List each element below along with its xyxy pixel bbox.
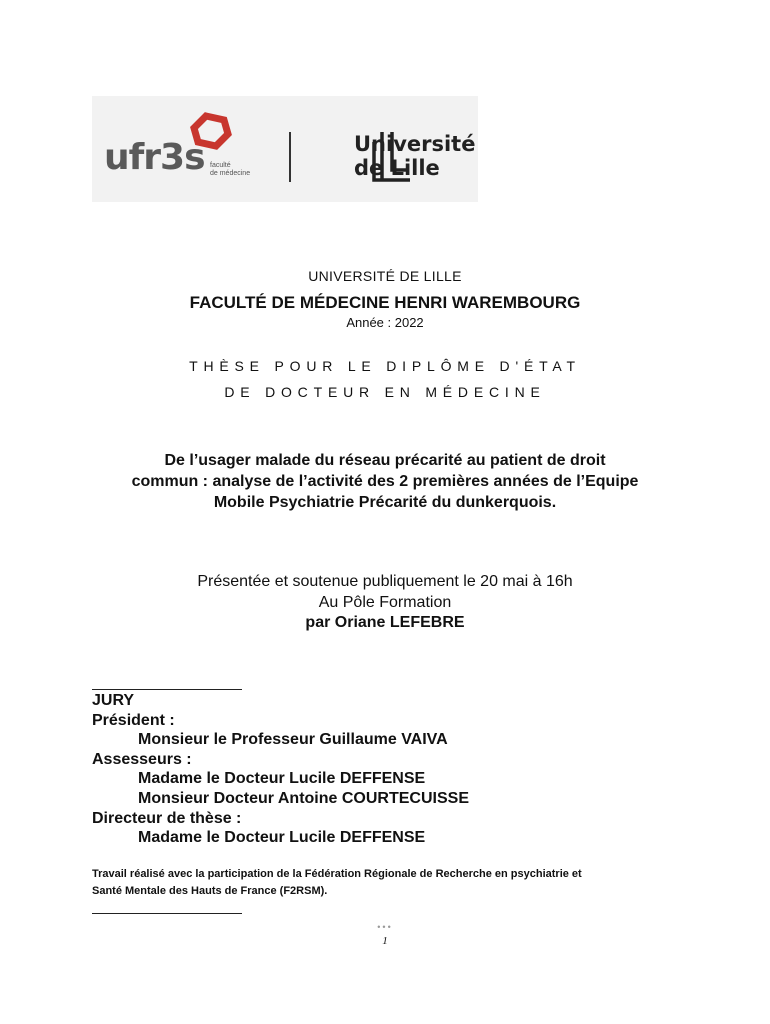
defense-date: Présentée et soutenue publiquement le 20 mai à 16h bbox=[197, 573, 573, 590]
page-dots-icon: ••• bbox=[377, 922, 393, 932]
author-name: par Oriane LEFEBRE bbox=[305, 614, 465, 631]
acknowledgement-line2: Santé Mentale des Hauts de France (F2RSM). bbox=[92, 885, 328, 897]
thesis-title bbox=[80, 450, 690, 513]
assessor-name: Monsieur Docteur Antoine COURTECUISSE bbox=[138, 789, 469, 807]
thesis-type-line1: THÈSE POUR LE DIPLÔME D'ÉTAT bbox=[189, 358, 581, 374]
jury-section bbox=[92, 691, 732, 848]
logo-divider bbox=[289, 132, 291, 182]
ufr3s-subtitle-line1: faculté bbox=[210, 162, 231, 169]
logo-banner bbox=[92, 96, 478, 202]
lille-wordmark-line2: de Lille bbox=[354, 156, 440, 180]
assessor-name: Madame le Docteur Lucile DEFFENSE bbox=[138, 770, 426, 788]
director-label: Directeur de thèse : bbox=[92, 809, 242, 827]
president-name: Monsieur le Professeur Guillaume VAIVA bbox=[138, 731, 448, 749]
ufr3s-wordmark: ufr3s bbox=[104, 137, 205, 178]
acknowledgement-line1: Travail réalisé avec la participation de la Fédération Régionale de Recherche en psychiatrie et bbox=[92, 868, 582, 880]
president-label: Président : bbox=[92, 711, 175, 729]
jury-separator-bottom bbox=[92, 913, 242, 914]
thesis-type-line2: DE DOCTEUR EN MÉDECINE bbox=[224, 384, 546, 400]
page-number: 1 bbox=[382, 935, 388, 947]
thesis-title-line3: Mobile Psychiatrie Précarité du dunkerquois. bbox=[213, 494, 557, 511]
university-name: UNIVERSITÉ DE LILLE bbox=[308, 268, 462, 284]
academic-year: Année : 2022 bbox=[346, 315, 424, 330]
ufr3s-subtitle-line2: de médecine bbox=[210, 170, 251, 177]
jury-separator-top bbox=[92, 689, 242, 690]
assessors-label: Assesseurs : bbox=[92, 750, 192, 768]
jury-heading: JURY bbox=[92, 692, 135, 709]
lille-wordmark-line1: Université bbox=[354, 132, 476, 156]
director-name: Madame le Docteur Lucile DEFFENSE bbox=[138, 829, 426, 847]
acknowledgement bbox=[92, 866, 692, 900]
faculty-name: FACULTÉ DE MÉDECINE HENRI WAREMBOURG bbox=[189, 293, 581, 312]
thesis-title-line1: De l’usager malade du réseau précarité au patient de droit bbox=[164, 452, 606, 469]
ufr3s-subtitle bbox=[210, 162, 250, 178]
defense-location: Au Pôle Formation bbox=[318, 594, 452, 611]
universite-de-lille-wordmark bbox=[354, 132, 475, 180]
thesis-title-line2: commun : analyse de l’activité des 2 premières années de l’Equipe bbox=[131, 473, 639, 490]
